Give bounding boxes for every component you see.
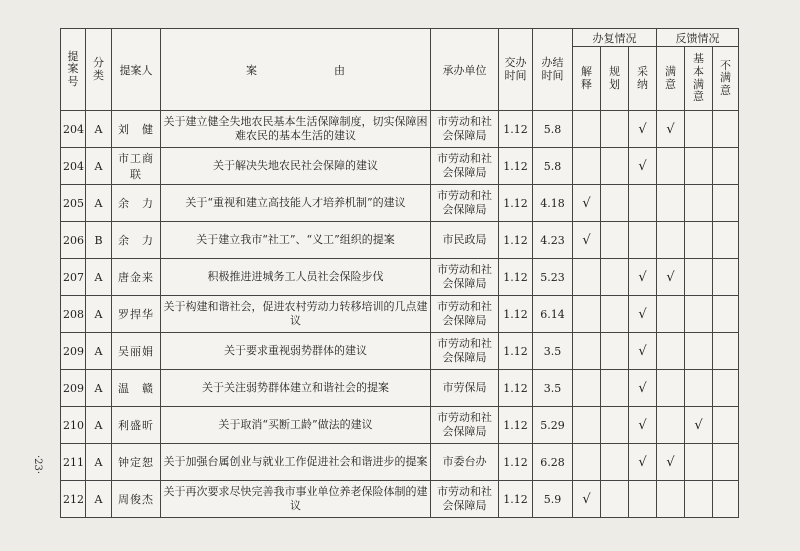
cell-completion-time: 3.5	[533, 370, 573, 407]
cell-reply-explain	[573, 333, 601, 370]
cell-delivery-time: 1.12	[499, 444, 533, 481]
cell-unit: 市劳动和社会保障局	[431, 481, 499, 518]
cell-feedback-unsatisfied	[713, 222, 739, 259]
cell-delivery-time: 1.12	[499, 222, 533, 259]
cell-reply-adopt: √	[629, 333, 657, 370]
cell-feedback-basic-satisfied	[685, 481, 713, 518]
cell-unit: 市劳动和社会保障局	[431, 407, 499, 444]
cell-feedback-unsatisfied	[713, 333, 739, 370]
cell-subject: 关于取消“买断工龄”做法的建议	[161, 407, 431, 444]
cell-delivery-time: 1.12	[499, 296, 533, 333]
cell-subject: 关于加强台属创业与就业工作促进社会和谐进步的提案	[161, 444, 431, 481]
cell-proposer: 余 力	[112, 222, 161, 259]
cell-proposal-no: 204	[61, 148, 86, 185]
cell-category: A	[86, 444, 112, 481]
cell-feedback-unsatisfied	[713, 481, 739, 518]
cell-category: A	[86, 148, 112, 185]
cell-delivery-time: 1.12	[499, 333, 533, 370]
cell-unit: 市劳动和社会保障局	[431, 259, 499, 296]
cell-category: B	[86, 222, 112, 259]
cell-feedback-basic-satisfied	[685, 222, 713, 259]
cell-feedback-unsatisfied	[713, 407, 739, 444]
cell-feedback-unsatisfied	[713, 185, 739, 222]
cell-unit: 市劳保局	[431, 370, 499, 407]
cell-completion-time: 5.8	[533, 148, 573, 185]
cell-completion-time: 3.5	[533, 333, 573, 370]
cell-reply-plan	[601, 333, 629, 370]
cell-unit: 市委台办	[431, 444, 499, 481]
cell-unit: 市劳动和社会保障局	[431, 185, 499, 222]
cell-feedback-satisfied	[657, 296, 685, 333]
cell-subject: 关于建立健全失地农民基本生活保障制度，切实保障困难农民的基本生活的建议	[161, 111, 431, 148]
cell-proposal-no: 209	[61, 370, 86, 407]
cell-reply-adopt: √	[629, 148, 657, 185]
table-row	[61, 111, 739, 148]
cell-reply-explain	[573, 111, 601, 148]
cell-delivery-time: 1.12	[499, 370, 533, 407]
cell-proposal-no: 208	[61, 296, 86, 333]
cell-feedback-basic-satisfied	[685, 296, 713, 333]
cell-subject: 关于解决失地农民社会保障的建议	[161, 148, 431, 185]
cell-feedback-satisfied	[657, 333, 685, 370]
table-row	[61, 296, 739, 333]
cell-reply-adopt: √	[629, 370, 657, 407]
header-proposal-no: 提案 号	[61, 29, 86, 111]
cell-reply-explain	[573, 148, 601, 185]
cell-category: A	[86, 111, 112, 148]
cell-unit: 市劳动和社会保障局	[431, 296, 499, 333]
cell-proposal-no: 205	[61, 185, 86, 222]
cell-subject: 关于要求重视弱势群体的建议	[161, 333, 431, 370]
cell-feedback-unsatisfied	[713, 370, 739, 407]
cell-reply-explain	[573, 444, 601, 481]
cell-reply-adopt	[629, 185, 657, 222]
cell-subject: 关于建立我市“社工”、“义工”组织的提案	[161, 222, 431, 259]
cell-completion-time: 6.28	[533, 444, 573, 481]
cell-feedback-satisfied: √	[657, 259, 685, 296]
cell-proposer: 周俊杰	[112, 481, 161, 518]
cell-reply-plan	[601, 148, 629, 185]
cell-proposer: 市工商联	[112, 148, 161, 185]
cell-reply-plan	[601, 259, 629, 296]
table-row	[61, 333, 739, 370]
cell-reply-explain: √	[573, 222, 601, 259]
cell-feedback-satisfied	[657, 481, 685, 518]
cell-feedback-basic-satisfied	[685, 111, 713, 148]
header-reply-adopt: 采 纳	[629, 47, 657, 111]
cell-category: A	[86, 333, 112, 370]
cell-unit: 市劳动和社会保障局	[431, 148, 499, 185]
cell-reply-explain	[573, 407, 601, 444]
cell-proposal-no: 211	[61, 444, 86, 481]
cell-proposer: 钟定恕	[112, 444, 161, 481]
header-unit: 承办单位	[431, 29, 499, 111]
header-subject: 案 由	[161, 29, 431, 111]
cell-category: A	[86, 259, 112, 296]
cell-reply-plan	[601, 222, 629, 259]
table-row	[61, 222, 739, 259]
cell-proposal-no: 209	[61, 333, 86, 370]
cell-completion-time: 4.18	[533, 185, 573, 222]
cell-feedback-basic-satisfied	[685, 444, 713, 481]
cell-category: A	[86, 481, 112, 518]
cell-reply-adopt: √	[629, 296, 657, 333]
cell-category: A	[86, 370, 112, 407]
header-feedback-satisfied: 满 意	[657, 47, 685, 111]
cell-feedback-unsatisfied	[713, 148, 739, 185]
table-row	[61, 407, 739, 444]
cell-subject: 关于“重视和建立高技能人才培养机制”的建议	[161, 185, 431, 222]
cell-proposal-no: 210	[61, 407, 86, 444]
header-category: 分 类	[86, 29, 112, 111]
cell-proposer: 利盛昕	[112, 407, 161, 444]
cell-feedback-basic-satisfied: √	[685, 407, 713, 444]
cell-reply-explain	[573, 259, 601, 296]
cell-category: A	[86, 407, 112, 444]
cell-reply-adopt: √	[629, 407, 657, 444]
page-number: ·23·	[32, 455, 43, 475]
cell-feedback-satisfied: √	[657, 444, 685, 481]
table-row	[61, 481, 739, 518]
cell-subject: 关于关注弱势群体建立和谐社会的提案	[161, 370, 431, 407]
cell-proposer: 刘 健	[112, 111, 161, 148]
cell-subject: 关于再次要求尽快完善我市事业单位养老保险体制的建议	[161, 481, 431, 518]
cell-reply-adopt	[629, 481, 657, 518]
header-reply-explain: 解 释	[573, 47, 601, 111]
cell-reply-plan	[601, 481, 629, 518]
cell-reply-explain: √	[573, 185, 601, 222]
cell-feedback-satisfied	[657, 370, 685, 407]
cell-proposer: 温 赣	[112, 370, 161, 407]
header-completion-time: 办结 时间	[533, 29, 573, 111]
cell-delivery-time: 1.12	[499, 185, 533, 222]
header-reply-plan: 规 划	[601, 47, 629, 111]
cell-reply-plan	[601, 111, 629, 148]
table-row	[61, 185, 739, 222]
cell-feedback-basic-satisfied	[685, 370, 713, 407]
cell-reply-adopt	[629, 222, 657, 259]
cell-proposer: 罗捍华	[112, 296, 161, 333]
cell-feedback-unsatisfied	[713, 111, 739, 148]
cell-feedback-satisfied	[657, 222, 685, 259]
cell-completion-time: 5.8	[533, 111, 573, 148]
header-proposer: 提案人	[112, 29, 161, 111]
cell-reply-explain: √	[573, 481, 601, 518]
cell-delivery-time: 1.12	[499, 407, 533, 444]
cell-completion-time: 5.23	[533, 259, 573, 296]
cell-category: A	[86, 185, 112, 222]
cell-delivery-time: 1.12	[499, 111, 533, 148]
cell-delivery-time: 1.12	[499, 148, 533, 185]
cell-subject: 关于构建和谐社会，促进农村劳动力转移培训的几点建议	[161, 296, 431, 333]
table-row	[61, 444, 739, 481]
cell-feedback-unsatisfied	[713, 259, 739, 296]
cell-feedback-unsatisfied	[713, 296, 739, 333]
cell-reply-adopt: √	[629, 444, 657, 481]
cell-feedback-satisfied	[657, 407, 685, 444]
header-reply-group: 办复情况	[573, 29, 657, 47]
cell-proposer: 余 力	[112, 185, 161, 222]
cell-unit: 市劳动和社会保障局	[431, 333, 499, 370]
cell-proposal-no: 206	[61, 222, 86, 259]
cell-reply-plan	[601, 296, 629, 333]
table-body	[61, 111, 739, 518]
cell-reply-adopt: √	[629, 111, 657, 148]
cell-proposal-no: 204	[61, 111, 86, 148]
cell-reply-explain	[573, 296, 601, 333]
cell-completion-time: 6.14	[533, 296, 573, 333]
cell-reply-plan	[601, 185, 629, 222]
cell-subject: 积极推进进城务工人员社会保险步伐	[161, 259, 431, 296]
header-delivery-time: 交办 时间	[499, 29, 533, 111]
cell-proposal-no: 212	[61, 481, 86, 518]
proposal-table	[60, 28, 739, 518]
cell-feedback-basic-satisfied	[685, 333, 713, 370]
cell-delivery-time: 1.12	[499, 481, 533, 518]
cell-reply-plan	[601, 444, 629, 481]
cell-feedback-satisfied	[657, 148, 685, 185]
table-row	[61, 259, 739, 296]
cell-feedback-satisfied	[657, 185, 685, 222]
cell-proposer: 吴丽娟	[112, 333, 161, 370]
cell-feedback-basic-satisfied	[685, 185, 713, 222]
header-feedback-group: 反馈情况	[657, 29, 739, 47]
cell-feedback-basic-satisfied	[685, 148, 713, 185]
cell-feedback-basic-satisfied	[685, 259, 713, 296]
cell-feedback-unsatisfied	[713, 444, 739, 481]
header-feedback-unsatisfied: 不 满 意	[713, 47, 739, 111]
cell-completion-time: 4.23	[533, 222, 573, 259]
cell-reply-adopt: √	[629, 259, 657, 296]
header-feedback-basic-satisfied: 基 本 满 意	[685, 47, 713, 111]
cell-completion-time: 5.29	[533, 407, 573, 444]
cell-proposer: 唐金来	[112, 259, 161, 296]
cell-proposal-no: 207	[61, 259, 86, 296]
cell-reply-explain	[573, 370, 601, 407]
cell-delivery-time: 1.12	[499, 259, 533, 296]
table-row	[61, 370, 739, 407]
cell-unit: 市劳动和社会保障局	[431, 111, 499, 148]
cell-completion-time: 5.9	[533, 481, 573, 518]
cell-reply-plan	[601, 407, 629, 444]
cell-unit: 市民政局	[431, 222, 499, 259]
cell-category: A	[86, 296, 112, 333]
cell-feedback-satisfied: √	[657, 111, 685, 148]
table-row	[61, 148, 739, 185]
cell-reply-plan	[601, 370, 629, 407]
